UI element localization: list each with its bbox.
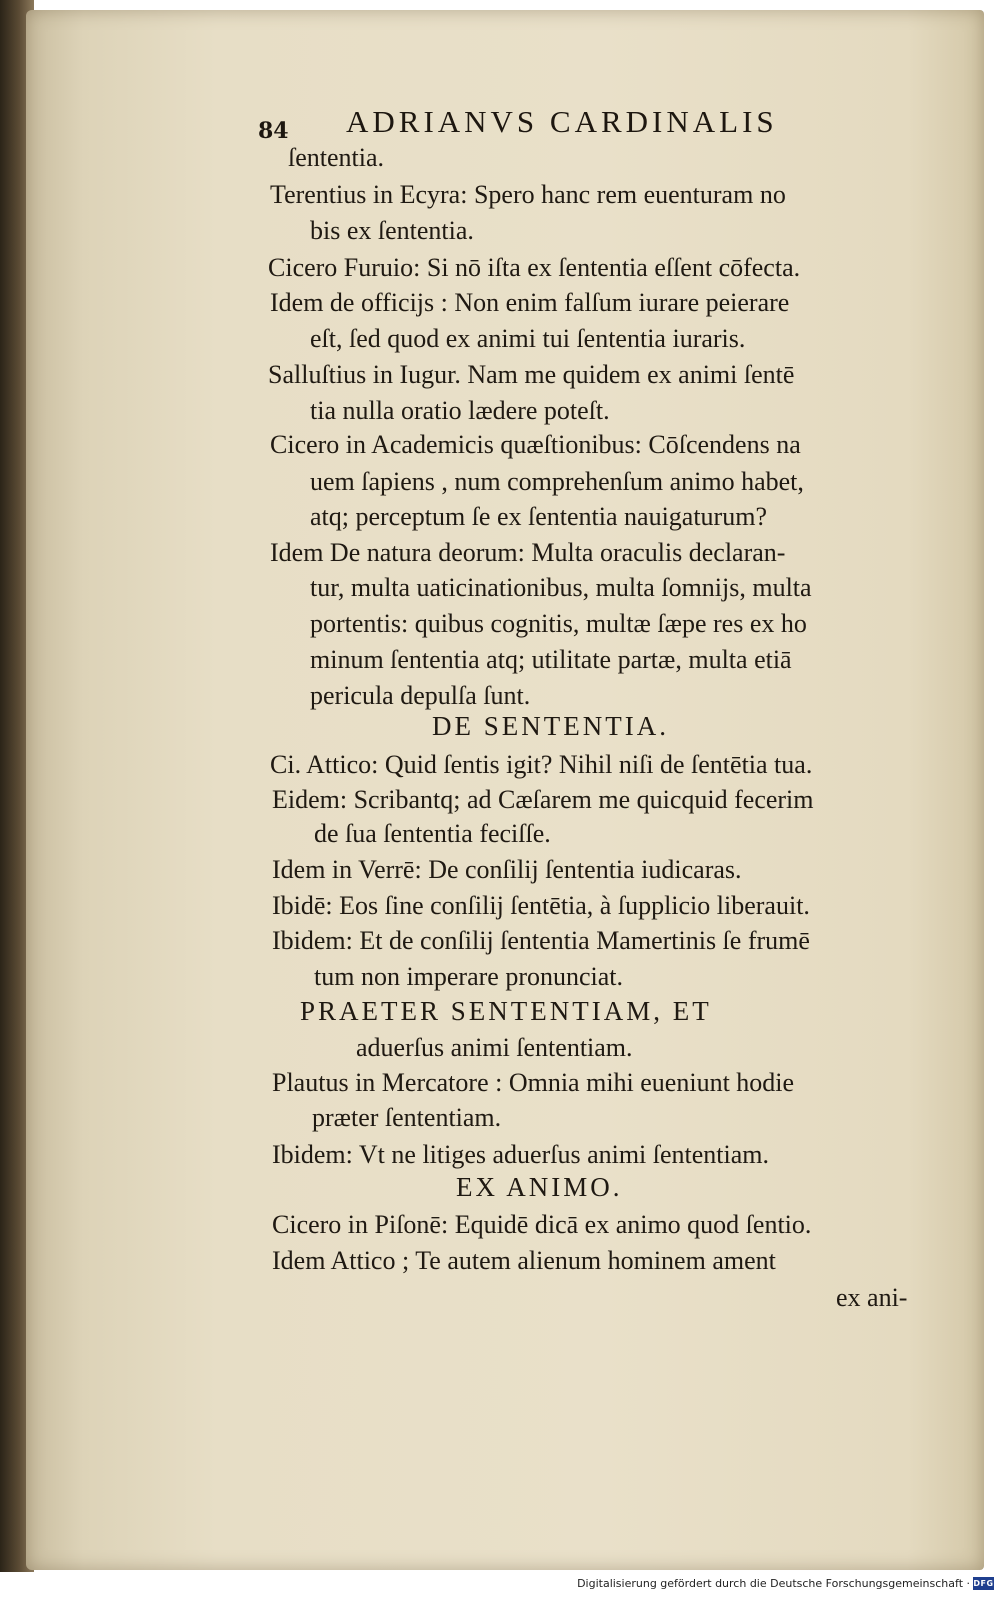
section-heading: EX ANIMO. bbox=[456, 1172, 623, 1202]
text-line: tia nulla oratio lædere poteſt. bbox=[310, 396, 610, 425]
text-line: uem ſapiens , num comprehenſum animo habet, bbox=[310, 467, 804, 496]
text-line: Cicero Furuio: Si nō iſta ex ſententia eſſent cōfecta. bbox=[268, 253, 801, 282]
text-line: Terentius in Ecyra: Spero hanc rem euenturam no bbox=[270, 180, 786, 209]
text-line: tum non imperare pronunciat. bbox=[314, 962, 624, 991]
text-line: Ibidem: Vt ne litiges aduerſus animi ſententiam. bbox=[272, 1140, 770, 1169]
text-line: Plautus in Mercatore : Omnia mihi eueniunt hodie bbox=[272, 1068, 795, 1097]
text-line: Ci. Attico: Quid ſentis igit? Nihil niſi de ſentētia tua. bbox=[270, 750, 813, 779]
text-line: Idem in Verrē: De conſilij ſententia iudicaras. bbox=[272, 855, 742, 884]
section-heading: DE SENTENTIA. bbox=[432, 711, 669, 741]
catchword: ex ani- bbox=[836, 1283, 908, 1312]
page-number: 84 bbox=[258, 118, 289, 144]
text-line: præter ſententiam. bbox=[312, 1103, 502, 1132]
text-line: Cicero in Academicis quæſtionibus: Cōſcendens na bbox=[270, 430, 801, 459]
text-line: minum ſententia atq; utilitate partæ, multa etiā bbox=[310, 645, 792, 674]
text-line: Salluſtius in Iugur. Nam me quidem ex animi ſentē bbox=[268, 360, 795, 389]
text-line: eſt, ſed quod ex animi tui ſententia iuraris. bbox=[310, 324, 746, 353]
text-line: Ibidem: Et de conſilij ſententia Mamertinis ſe frumē bbox=[272, 926, 810, 955]
funding-credit: Digitalisierung gefördert durch die Deutsche Forschungsgemeinschaft · bbox=[577, 1577, 970, 1590]
text-line: Eidem: Scribantq; ad Cæſarem me quicquid fecerim bbox=[272, 785, 814, 814]
section-heading: PRAETER SENTENTIAM, ET bbox=[300, 996, 712, 1026]
text-line: de ſua ſententia feciſſe. bbox=[314, 819, 551, 848]
text-line: bis ex ſententia. bbox=[310, 216, 474, 245]
text-line: ſententia. bbox=[288, 143, 385, 172]
text-line: atq; perceptum ſe ex ſententia nauigaturum? bbox=[310, 502, 767, 531]
text-line: Ibidē: Eos ſine conſilij ſentētia, à ſupplicio liberauit. bbox=[272, 891, 810, 920]
running-head: ADRIANVS CARDINALIS bbox=[346, 104, 778, 139]
text-line: tur, multa uaticinationibus, multa ſomnijs, multa bbox=[310, 573, 812, 602]
text-line: Idem de officijs : Non enim falſum iurare peierare bbox=[270, 288, 790, 317]
text-line: Idem De natura deorum: Multa oraculis declaran- bbox=[270, 538, 786, 567]
text-line: pericula depulſa ſunt. bbox=[310, 681, 531, 710]
dfg-logo: DFG bbox=[973, 1579, 994, 1588]
text-line: Cicero in Piſonē: Equidē dicā ex animo quod ſentio. bbox=[272, 1210, 812, 1239]
text-line: portentis: quibus cognitis, multæ ſæpe res ex ho bbox=[310, 609, 807, 638]
text-line: aduerſus animi ſententiam. bbox=[356, 1033, 633, 1062]
text-line: Idem Attico ; Te autem alienum hominem ament bbox=[272, 1246, 776, 1275]
